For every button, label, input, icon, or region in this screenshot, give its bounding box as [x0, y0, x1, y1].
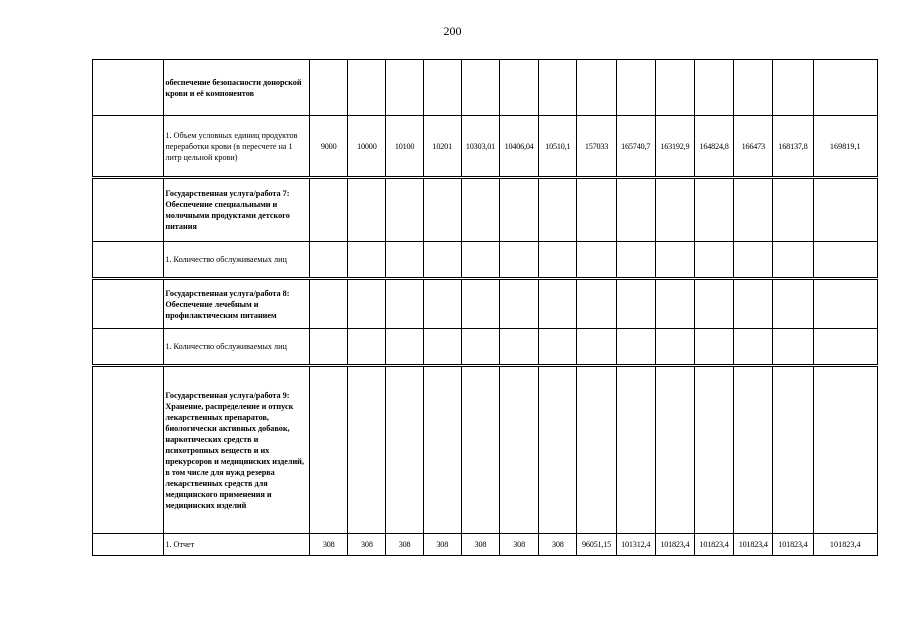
value-cell: 169819,1	[813, 116, 877, 178]
value-cell	[655, 60, 694, 116]
empty-cell	[93, 534, 164, 556]
value-cell	[616, 279, 655, 329]
value-cell	[423, 178, 461, 242]
value-cell	[655, 242, 694, 279]
table-row-indicator	[93, 242, 878, 279]
table-row-service	[93, 279, 878, 329]
value-cell	[539, 60, 577, 116]
empty-cell	[93, 178, 164, 242]
value-cell	[461, 178, 499, 242]
value-cell	[461, 60, 499, 116]
value-cell: 101823,4	[773, 534, 813, 556]
empty-cell	[93, 366, 164, 534]
value-cell: 10201	[423, 116, 461, 178]
value-cell	[813, 329, 877, 366]
value-cell	[348, 279, 386, 329]
value-cell: 308	[461, 534, 499, 556]
value-cell	[773, 366, 813, 534]
value-cell	[616, 178, 655, 242]
value-cell	[577, 178, 616, 242]
value-cell	[694, 242, 733, 279]
value-cell	[773, 329, 813, 366]
table-row-indicator	[93, 534, 878, 556]
value-cell: 308	[386, 534, 423, 556]
value-cell	[734, 242, 773, 279]
value-cell	[500, 242, 539, 279]
value-cell	[348, 60, 386, 116]
service-title: Государственная услуга/работа 9: Хранение, распределение и отпуск лекарственных препаратов, биологически активных добавок, наркотических средств и психотропных веществ и их прекурсоров и медицинских изделий, в том числе для нужд резерва лекарственных средств для медицинского применения и медицинских изделий	[164, 366, 310, 534]
value-cell: 10510,1	[539, 116, 577, 178]
value-cell	[500, 60, 539, 116]
value-cell	[348, 242, 386, 279]
value-cell	[423, 242, 461, 279]
table-row-service	[93, 60, 878, 116]
value-cell	[310, 366, 348, 534]
value-cell: 157033	[577, 116, 616, 178]
value-cell	[423, 60, 461, 116]
service-title: Государственная услуга/работа 8: Обеспечение лечебным и профилактическим питанием	[164, 279, 310, 329]
table-row-service	[93, 178, 878, 242]
value-cell	[616, 366, 655, 534]
value-cell	[348, 366, 386, 534]
value-cell: 308	[500, 534, 539, 556]
value-cell	[348, 329, 386, 366]
value-cell	[539, 279, 577, 329]
table-row-service	[93, 366, 878, 534]
value-cell	[310, 60, 348, 116]
value-cell	[616, 60, 655, 116]
value-cell	[813, 60, 877, 116]
value-cell	[655, 329, 694, 366]
value-cell: 101823,4	[655, 534, 694, 556]
empty-cell	[93, 60, 164, 116]
indicator-name: 1. Отчет	[164, 534, 310, 556]
value-cell	[386, 178, 423, 242]
value-cell	[500, 366, 539, 534]
value-cell	[310, 178, 348, 242]
value-cell	[310, 242, 348, 279]
value-cell	[734, 178, 773, 242]
value-cell	[386, 60, 423, 116]
value-cell: 308	[310, 534, 348, 556]
value-cell	[577, 242, 616, 279]
empty-cell	[93, 279, 164, 329]
value-cell: 10100	[386, 116, 423, 178]
value-cell: 101823,4	[734, 534, 773, 556]
value-cell	[734, 279, 773, 329]
value-cell	[773, 178, 813, 242]
value-cell: 9000	[310, 116, 348, 178]
value-cell	[500, 279, 539, 329]
value-cell	[423, 366, 461, 534]
value-cell	[577, 60, 616, 116]
value-cell	[539, 178, 577, 242]
value-cell: 96051,15	[577, 534, 616, 556]
value-cell	[577, 366, 616, 534]
value-cell: 163192,9	[655, 116, 694, 178]
value-cell	[461, 279, 499, 329]
value-cell	[813, 366, 877, 534]
service-title: Государственная услуга/работа 7: Обеспечение специальными и молочными продуктами детского питания	[164, 178, 310, 242]
value-cell: 10303,01	[461, 116, 499, 178]
value-cell	[386, 329, 423, 366]
value-cell	[734, 329, 773, 366]
value-cell	[734, 366, 773, 534]
value-cell	[539, 366, 577, 534]
page-number: 200	[443, 24, 462, 38]
value-cell	[500, 178, 539, 242]
value-cell: 165740,7	[616, 116, 655, 178]
value-cell: 308	[539, 534, 577, 556]
value-cell	[423, 329, 461, 366]
value-cell	[694, 279, 733, 329]
value-cell	[694, 329, 733, 366]
value-cell: 168137,8	[773, 116, 813, 178]
value-cell: 10406,04	[500, 116, 539, 178]
value-cell: 101823,4	[694, 534, 733, 556]
value-cell: 10000	[348, 116, 386, 178]
value-cell	[386, 279, 423, 329]
value-cell: 101823,4	[813, 534, 877, 556]
value-cell	[694, 366, 733, 534]
value-cell	[813, 242, 877, 279]
value-cell	[694, 178, 733, 242]
value-cell	[734, 60, 773, 116]
value-cell	[616, 329, 655, 366]
value-cell	[773, 242, 813, 279]
value-cell	[539, 242, 577, 279]
value-cell	[310, 329, 348, 366]
value-cell	[423, 279, 461, 329]
value-cell	[386, 242, 423, 279]
empty-cell	[93, 116, 164, 178]
value-cell	[386, 366, 423, 534]
value-cell	[813, 178, 877, 242]
value-cell: 101312,4	[616, 534, 655, 556]
value-cell	[348, 178, 386, 242]
service-title: обеспечение безопасности донорской крови и её компонентов	[164, 60, 310, 116]
value-cell	[773, 60, 813, 116]
empty-cell	[93, 329, 164, 366]
value-cell	[813, 279, 877, 329]
value-cell	[461, 242, 499, 279]
value-cell	[655, 279, 694, 329]
value-cell	[577, 279, 616, 329]
value-cell	[461, 366, 499, 534]
table-row-indicator	[93, 329, 878, 366]
value-cell: 308	[348, 534, 386, 556]
indicator-name: 1. Объем условных единиц продуктов переработки крови (в пересчете на 1 литр цельной крови)	[164, 116, 310, 178]
value-cell	[655, 178, 694, 242]
value-cell	[694, 60, 733, 116]
value-cell	[773, 279, 813, 329]
value-cell: 164824,8	[694, 116, 733, 178]
budget-table	[92, 59, 878, 556]
value-cell	[655, 366, 694, 534]
value-cell	[577, 329, 616, 366]
value-cell	[539, 329, 577, 366]
value-cell	[500, 329, 539, 366]
value-cell	[310, 279, 348, 329]
value-cell: 308	[423, 534, 461, 556]
indicator-name: 1. Количество обслуживаемых лиц	[164, 242, 310, 279]
empty-cell	[93, 242, 164, 279]
indicator-name: 1. Количество обслуживаемых лиц	[164, 329, 310, 366]
table-row-indicator	[93, 116, 878, 178]
value-cell	[461, 329, 499, 366]
value-cell	[616, 242, 655, 279]
value-cell: 166473	[734, 116, 773, 178]
